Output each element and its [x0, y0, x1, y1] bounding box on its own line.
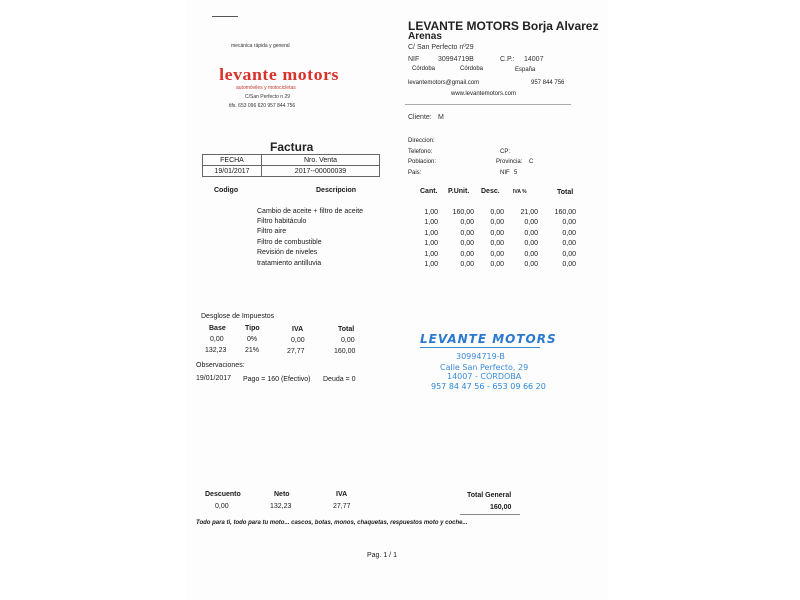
logo-mark-icon — [212, 16, 238, 20]
poblacion-label: Poblacion: — [408, 159, 437, 165]
client-label: Cliente: — [408, 114, 432, 121]
provincia-label: Provincia: — [496, 159, 523, 165]
company-cp-label: C.P.: — [500, 56, 515, 63]
tax-tipo: 21% — [245, 347, 260, 354]
col-total: Total — [557, 189, 574, 196]
item-iva: 0,00 — [524, 261, 538, 268]
summary-total: 160,00 — [490, 504, 512, 511]
company-name: LEVANTE MOTORS Borja Alvarez — [408, 19, 599, 33]
tax-tipo: 0% — [247, 336, 258, 343]
company-nif-label: NIF — [408, 56, 420, 63]
col-cant: Cant. — [420, 188, 438, 195]
company-city: Córdoba — [412, 66, 436, 72]
item-total: 0,00 — [562, 261, 576, 268]
stamp-nif: 30994719-B — [456, 352, 505, 361]
company-nif: 30994719B — [438, 56, 474, 63]
page-number: Pag. 1 / 1 — [367, 552, 397, 559]
logo-address: C/San Perfecto n 29 — [245, 94, 291, 100]
stamp-title: LEVANTE MOTORS — [420, 332, 557, 346]
summary-neto: 132,23 — [270, 503, 292, 510]
col-desc: Desc. — [481, 188, 500, 195]
tax-total: 160,00 — [334, 348, 356, 355]
invoice-meta-table — [202, 154, 380, 177]
item-cant: 1,00 — [424, 209, 438, 216]
item-punit: 160,00 — [452, 209, 474, 216]
summary-neto-label: Neto — [274, 491, 290, 498]
invoice-date: 19/01/2017 — [203, 166, 262, 177]
company-email: levantemotors@gmail.com — [408, 80, 480, 86]
item-desc: 0,00 — [490, 251, 504, 258]
stamp-phones: 957 84 47 56 - 653 09 66 20 — [431, 382, 546, 391]
client-nif-label: NIF — [500, 170, 510, 176]
tax-title: Desglose de Impuestos — [201, 313, 275, 320]
stamp-street: Calle San Perfecto, 29 — [440, 363, 529, 372]
company-province: Córdoba — [460, 66, 484, 72]
item-total: 0,00 — [562, 240, 576, 247]
item-punit: 0,00 — [460, 251, 474, 258]
provincia-value: C — [529, 159, 534, 165]
logo-tagline: mecánica rápida y general — [231, 43, 290, 49]
col-punit: P.Unit. — [448, 188, 470, 195]
tax-base: 132,23 — [205, 347, 227, 354]
summary-descuento: 0,00 — [215, 503, 229, 510]
invoice-number: 2017--00000039 — [262, 166, 380, 177]
client-value: M — [438, 114, 444, 121]
item-punit: 0,00 — [460, 240, 474, 247]
item-punit: 0,00 — [460, 230, 474, 237]
item-description: Filtro habitáculo — [257, 218, 307, 225]
tax-total: 0,00 — [341, 337, 355, 344]
tax-header-tipo: Tipo — [245, 325, 260, 332]
item-iva: 0,00 — [524, 240, 538, 247]
tax-iva: 27,77 — [287, 348, 305, 355]
item-desc: 0,00 — [490, 230, 504, 237]
item-iva: 0,00 — [524, 219, 538, 226]
item-description: Filtro de combustible — [257, 239, 322, 246]
fecha-header: FECHA — [203, 155, 262, 166]
invoice-title: Factura — [270, 140, 314, 154]
direccion-label: Direccion: — [408, 138, 435, 144]
col-iva: IVA % — [513, 189, 527, 195]
observaciones-pago: Pago = 160 (Efectivo) — [243, 376, 311, 383]
tax-header-total: Total — [338, 326, 355, 333]
summary-descuento-label: Descuento — [205, 491, 241, 498]
item-punit: 0,00 — [460, 261, 474, 268]
item-cant: 1,00 — [424, 251, 438, 258]
summary-divider — [460, 514, 520, 515]
telefono-label: Telefono: — [408, 149, 433, 155]
item-iva: 0,00 — [524, 230, 538, 237]
item-description: tratamiento antilluvia — [257, 260, 322, 267]
company-web: www.levantemotors.com — [451, 91, 517, 97]
item-iva: 21,00 — [520, 209, 538, 216]
company-phone: 957 844 756 — [531, 80, 565, 86]
item-description: Revisión de niveles — [257, 249, 318, 256]
client-cp-label: CP: — [500, 149, 511, 155]
tax-header-iva: IVA — [292, 326, 304, 333]
logo-phones: tlfs. 653 096 620 957 844 756 — [229, 103, 296, 109]
item-total: 0,00 — [562, 251, 576, 258]
item-cant: 1,00 — [424, 230, 438, 237]
client-nif-value: 5 — [514, 170, 518, 176]
stamp-city: 14007 - CÓRDOBA — [447, 372, 522, 381]
tax-header-base: Base — [209, 325, 226, 332]
item-cant: 1,00 — [424, 219, 438, 226]
summary-total-label: Total General — [467, 492, 512, 499]
item-description: Filtro aire — [257, 228, 287, 235]
logo-subtitle: automóviles y motocicletas — [236, 85, 296, 91]
col-codigo: Codigo — [214, 187, 239, 194]
company-country: España — [515, 67, 536, 73]
logo-brand: levante motors — [219, 65, 340, 84]
observaciones-date: 19/01/2017 — [196, 375, 232, 382]
footer-slogan: Todo para ti, todo para tu moto... cascos, botas, monos, chaquetas, respuestos moto y coche... — [196, 520, 468, 526]
observaciones-deuda: Deuda = 0 — [323, 376, 356, 383]
company-stamp — [420, 332, 557, 348]
company-cp: 14007 — [524, 56, 544, 63]
item-desc: 0,00 — [490, 209, 504, 216]
item-cant: 1,00 — [424, 240, 438, 247]
summary-iva: 27,77 — [333, 503, 351, 510]
company-street: C/ San Perfecto nº29 — [408, 44, 474, 51]
item-total: 160,00 — [554, 209, 576, 216]
tax-iva: 0,00 — [291, 337, 305, 344]
item-description: Cambio de aceite + filtro de aceite — [257, 208, 364, 215]
item-total: 0,00 — [562, 230, 576, 237]
company-name-2: Arenas — [408, 31, 442, 42]
header-divider — [405, 104, 571, 105]
observaciones-label: Observaciones: — [196, 362, 245, 369]
tax-base: 0,00 — [210, 336, 224, 343]
nro-venta-header: Nro. Venta — [262, 155, 380, 166]
summary-iva-label: IVA — [336, 491, 348, 498]
item-desc: 0,00 — [490, 240, 504, 247]
item-total: 0,00 — [562, 219, 576, 226]
pais-label: Pais: — [408, 170, 422, 176]
item-cant: 1,00 — [424, 261, 438, 268]
item-desc: 0,00 — [490, 261, 504, 268]
col-descripcion: Descripcion — [316, 187, 357, 194]
stamp-underline — [420, 347, 540, 348]
item-iva: 0,00 — [524, 251, 538, 258]
item-punit: 0,00 — [460, 219, 474, 226]
item-desc: 0,00 — [490, 219, 504, 226]
